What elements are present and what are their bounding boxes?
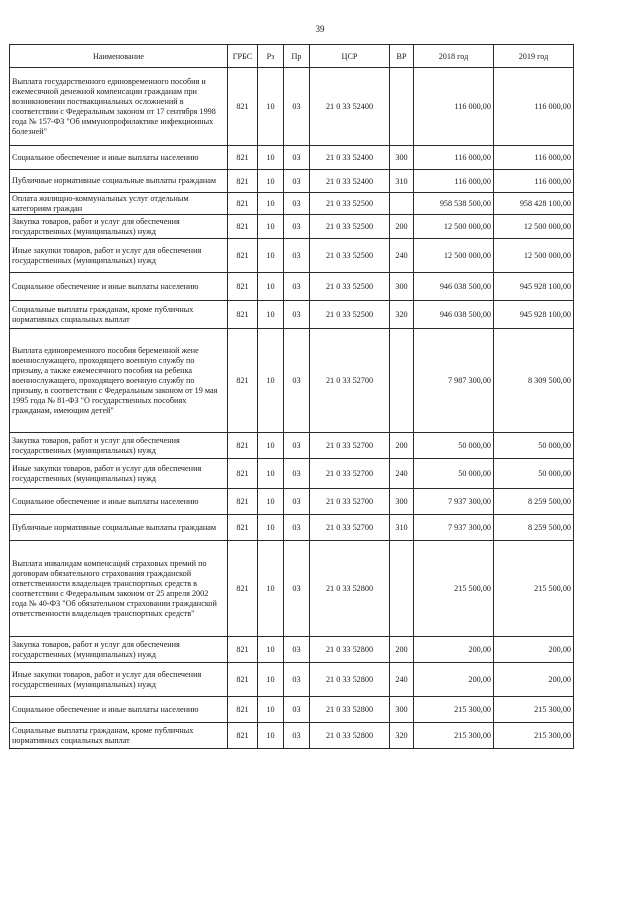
cell-2019: 215 300,00 [494,723,574,749]
cell-grbs: 821 [228,273,258,301]
cell-2019: 8 309 500,00 [494,329,574,433]
cell-pr: 03 [284,433,310,459]
cell-vr: 200 [390,433,414,459]
cell-2018: 116 000,00 [414,170,494,193]
cell-vr: 240 [390,663,414,697]
cell-pr: 03 [284,170,310,193]
cell-csr: 21 0 33 52800 [310,541,390,637]
cell-grbs: 821 [228,433,258,459]
cell-name: Выплата государственного единовременного пособия и ежемесячной денежной компенсации гражданам при возникновении поствакцинальных осложнений в соответствии с Федеральным законом от 17 сентября 1998 года № 157-ФЗ "Об иммунопрофилактике инфекционных болезней" [10,68,228,146]
cell-2018: 116 000,00 [414,68,494,146]
header-vr: ВР [390,45,414,68]
cell-2019: 50 000,00 [494,459,574,489]
cell-2018: 958 538 500,00 [414,193,494,215]
cell-2019: 945 928 100,00 [494,301,574,329]
cell-name: Выплата инвалидам компенсаций страховых премий по договорам обязательного страхования гражданской ответственности владельцев транспортных средств в соответствии с Федеральным законом от 25 апреля 2002 года № 40-ФЗ "Об обязательном страховании гражданской ответственности владельцев транспортных средств" [10,541,228,637]
cell-2018: 200,00 [414,663,494,697]
cell-2018: 7 987 300,00 [414,329,494,433]
cell-vr: 310 [390,170,414,193]
cell-grbs: 821 [228,723,258,749]
cell-pr: 03 [284,193,310,215]
header-grbs: ГРБС [228,45,258,68]
table-row [10,663,574,697]
cell-vr: 300 [390,146,414,170]
cell-csr: 21 0 33 52800 [310,723,390,749]
table-row [10,697,574,723]
cell-2019: 215 500,00 [494,541,574,637]
cell-rz: 10 [258,329,284,433]
cell-rz: 10 [258,541,284,637]
cell-2018: 215 500,00 [414,541,494,637]
cell-rz: 10 [258,663,284,697]
cell-csr: 21 0 33 52400 [310,68,390,146]
cell-rz: 10 [258,723,284,749]
cell-pr: 03 [284,697,310,723]
cell-rz: 10 [258,433,284,459]
cell-grbs: 821 [228,663,258,697]
table-row [10,489,574,515]
cell-grbs: 821 [228,697,258,723]
cell-pr: 03 [284,239,310,273]
cell-2018: 7 937 300,00 [414,515,494,541]
cell-name: Иные закупки товаров, работ и услуг для обеспечения государственных (муниципальных) нужд [10,239,228,273]
cell-2019: 12 500 000,00 [494,239,574,273]
cell-2018: 215 300,00 [414,723,494,749]
cell-pr: 03 [284,637,310,663]
cell-rz: 10 [258,146,284,170]
cell-name: Оплата жилищно-коммунальных услуг отдельным категориям граждан [10,193,228,215]
cell-2019: 945 928 100,00 [494,273,574,301]
cell-2019: 116 000,00 [494,146,574,170]
cell-csr: 21 0 33 52400 [310,170,390,193]
cell-pr: 03 [284,723,310,749]
cell-2018: 12 500 000,00 [414,215,494,239]
table-header-row [10,45,574,68]
cell-csr: 21 0 33 52700 [310,329,390,433]
cell-vr: 200 [390,637,414,663]
table-row [10,515,574,541]
header-pr: Пр [284,45,310,68]
table-row [10,146,574,170]
cell-2019: 958 428 100,00 [494,193,574,215]
cell-2018: 12 500 000,00 [414,239,494,273]
table-row [10,329,574,433]
cell-csr: 21 0 33 52800 [310,697,390,723]
cell-vr: 300 [390,697,414,723]
cell-grbs: 821 [228,301,258,329]
cell-vr: 300 [390,489,414,515]
cell-name: Закупка товаров, работ и услуг для обеспечения государственных (муниципальных) нужд [10,433,228,459]
cell-vr [390,193,414,215]
cell-name: Закупка товаров, работ и услуг для обеспечения государственных (муниципальных) нужд [10,215,228,239]
cell-pr: 03 [284,663,310,697]
cell-2019: 50 000,00 [494,433,574,459]
cell-2018: 946 038 500,00 [414,301,494,329]
cell-rz: 10 [258,215,284,239]
table-row [10,239,574,273]
cell-csr: 21 0 33 52500 [310,239,390,273]
cell-vr: 310 [390,515,414,541]
cell-grbs: 821 [228,515,258,541]
cell-csr: 21 0 33 52400 [310,146,390,170]
cell-grbs: 821 [228,489,258,515]
cell-pr: 03 [284,489,310,515]
cell-pr: 03 [284,515,310,541]
cell-vr: 240 [390,239,414,273]
cell-name: Социальные выплаты гражданам, кроме публичных нормативных социальных выплат [10,301,228,329]
cell-grbs: 821 [228,193,258,215]
cell-rz: 10 [258,68,284,146]
cell-csr: 21 0 33 52800 [310,663,390,697]
cell-csr: 21 0 33 52500 [310,193,390,215]
cell-csr: 21 0 33 52700 [310,489,390,515]
cell-csr: 21 0 33 52700 [310,515,390,541]
cell-vr [390,68,414,146]
table-row [10,433,574,459]
cell-pr: 03 [284,146,310,170]
budget-table [9,44,574,749]
cell-2019: 12 500 000,00 [494,215,574,239]
cell-name: Иные закупки товаров, работ и услуг для обеспечения государственных (муниципальных) нужд [10,663,228,697]
cell-name: Закупка товаров, работ и услуг для обеспечения государственных (муниципальных) нужд [10,637,228,663]
page-number: 39 [315,24,325,34]
cell-pr: 03 [284,273,310,301]
cell-csr: 21 0 33 52800 [310,637,390,663]
table-row [10,723,574,749]
header-2019: 2019 год [494,45,574,68]
cell-rz: 10 [258,273,284,301]
cell-2018: 215 300,00 [414,697,494,723]
cell-name: Социальные выплаты гражданам, кроме публичных нормативных социальных выплат [10,723,228,749]
cell-vr: 300 [390,273,414,301]
cell-name: Публичные нормативные социальные выплаты гражданам [10,515,228,541]
cell-csr: 21 0 33 52500 [310,215,390,239]
cell-name: Социальное обеспечение и иные выплаты населению [10,273,228,301]
cell-rz: 10 [258,193,284,215]
cell-name: Социальное обеспечение и иные выплаты населению [10,146,228,170]
cell-2019: 200,00 [494,637,574,663]
cell-grbs: 821 [228,170,258,193]
cell-2018: 200,00 [414,637,494,663]
table-row [10,170,574,193]
cell-2019: 8 259 500,00 [494,489,574,515]
cell-rz: 10 [258,637,284,663]
cell-grbs: 821 [228,68,258,146]
cell-grbs: 821 [228,459,258,489]
cell-rz: 10 [258,697,284,723]
table-row [10,215,574,239]
table-row [10,193,574,215]
cell-grbs: 821 [228,215,258,239]
cell-grbs: 821 [228,541,258,637]
cell-name: Выплата единовременного пособия беременной жене военнослужащего, проходящего военную службу по призыву, а также ежемесячного пособия на ребенка военнослужащего, проходящего военную службу по призыву, в соответствии с Федеральным законом от 19 мая 1995 года № 81-ФЗ "О государственных пособиях гражданам, имеющим детей" [10,329,228,433]
cell-rz: 10 [258,515,284,541]
cell-rz: 10 [258,170,284,193]
cell-2018: 116 000,00 [414,146,494,170]
cell-rz: 10 [258,459,284,489]
header-csr: ЦСР [310,45,390,68]
cell-vr: 320 [390,723,414,749]
cell-pr: 03 [284,329,310,433]
cell-rz: 10 [258,239,284,273]
cell-2018: 7 937 300,00 [414,489,494,515]
table-row [10,301,574,329]
header-name: Наименование [10,45,228,68]
cell-2019: 116 000,00 [494,170,574,193]
cell-2018: 50 000,00 [414,459,494,489]
cell-2019: 116 000,00 [494,68,574,146]
cell-csr: 21 0 33 52500 [310,301,390,329]
cell-rz: 10 [258,301,284,329]
table-row [10,541,574,637]
header-2018: 2018 год [414,45,494,68]
table-row [10,273,574,301]
cell-name: Иные закупки товаров, работ и услуг для обеспечения государственных (муниципальных) нужд [10,459,228,489]
cell-2018: 50 000,00 [414,433,494,459]
table-row [10,459,574,489]
cell-2019: 200,00 [494,663,574,697]
cell-csr: 21 0 33 52700 [310,433,390,459]
cell-grbs: 821 [228,146,258,170]
cell-pr: 03 [284,68,310,146]
cell-vr [390,329,414,433]
cell-vr: 240 [390,459,414,489]
cell-name: Социальное обеспечение и иные выплаты населению [10,489,228,515]
cell-vr: 200 [390,215,414,239]
cell-grbs: 821 [228,329,258,433]
cell-name: Социальное обеспечение и иные выплаты населению [10,697,228,723]
cell-csr: 21 0 33 52700 [310,459,390,489]
cell-2019: 215 300,00 [494,697,574,723]
cell-vr [390,541,414,637]
cell-vr: 320 [390,301,414,329]
header-rz: Рз [258,45,284,68]
cell-name: Публичные нормативные социальные выплаты гражданам [10,170,228,193]
cell-rz: 10 [258,489,284,515]
cell-pr: 03 [284,541,310,637]
table-row [10,637,574,663]
cell-pr: 03 [284,459,310,489]
cell-grbs: 821 [228,637,258,663]
cell-grbs: 821 [228,239,258,273]
cell-2019: 8 259 500,00 [494,515,574,541]
cell-pr: 03 [284,215,310,239]
cell-pr: 03 [284,301,310,329]
table-row [10,68,574,146]
cell-2018: 946 038 500,00 [414,273,494,301]
cell-csr: 21 0 33 52500 [310,273,390,301]
